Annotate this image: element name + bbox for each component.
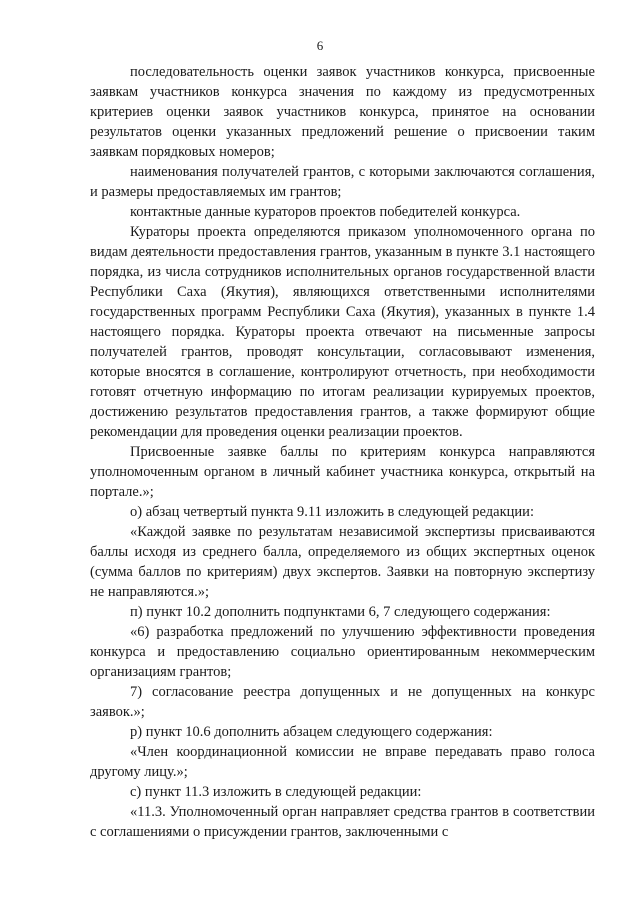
paragraph: «Член координационной комиссии не вправе передавать право голоса другому лицу.»; (90, 744, 595, 780)
document-body (90, 62, 595, 842)
paragraph: наименования получателей грантов, с которыми заключаются соглашения, и размеры предоставляемых им грантов; (90, 164, 595, 200)
paragraph: «Каждой заявке по результатам независимой экспертизы присваиваются баллы исходя из среднего балла, определяемого из общих экспертных оценок (сумма баллов по критериям) двух экспертов. Заявки на повторную экспертизу не направляются.»; (90, 524, 595, 600)
paragraph: 7) согласование реестра допущенных и не допущенных на конкурс заявок.»; (90, 684, 595, 720)
paragraph: «11.3. Уполномоченный орган направляет средства грантов в соответствии с соглашениями о присуждении грантов, заключенными с (90, 804, 595, 840)
paragraph: о) абзац четвертый пункта 9.11 изложить в следующей редакции: (130, 504, 534, 520)
paragraph: Присвоенные заявке баллы по критериям конкурса направляются уполномоченным органом в личный кабинет участника конкурса, открытый на портале.»; (90, 444, 595, 500)
paragraph: р) пункт 10.6 дополнить абзацем следующего содержания: (130, 724, 493, 740)
paragraph: контактные данные кураторов проектов победителей конкурса. (130, 204, 521, 220)
paragraph: с) пункт 11.3 изложить в следующей редакции: (130, 784, 422, 800)
paragraph: п) пункт 10.2 дополнить подпунктами 6, 7 следующего содержания: (130, 604, 551, 620)
page-number: 6 (316, 38, 324, 53)
paragraph: «6) разработка предложений по улучшению эффективности проведения конкурса и предоставлению социально ориентированным некоммерческим организациям грантов; (90, 624, 595, 680)
paragraph: Кураторы проекта определяются приказом уполномоченного органа по видам деятельности предоставления грантов, указанным в пункте 3.1 настоящего порядка, из числа сотрудников исполнительных органов государственной власти Республики Саха (Якутия), являющихся ответственными исполнителями государственных программ Республики Саха (Якутия), указанных в пункте 1.4 настоящего порядка. Кураторы проекта отвечают на письменные запросы получателей грантов, проводят консультации, согласовывают изменения, которые вносятся в соглашение, контролируют отчетность, при необходимости готовят отчетную информацию по итогам реализации курируемых проектов, достижению результатов предоставления грантов, а также формируют общие рекомендации для проведения оценки реализации проектов. (90, 224, 595, 440)
paragraph: последовательность оценки заявок участников конкурса, присвоенные заявкам участников конкурса значения по каждому из предусмотренных критериев оценки заявок участников конкурса, принятое на основании результатов оценки указанных предложений решение о присвоении таким заявкам порядковых номеров; (90, 64, 595, 160)
